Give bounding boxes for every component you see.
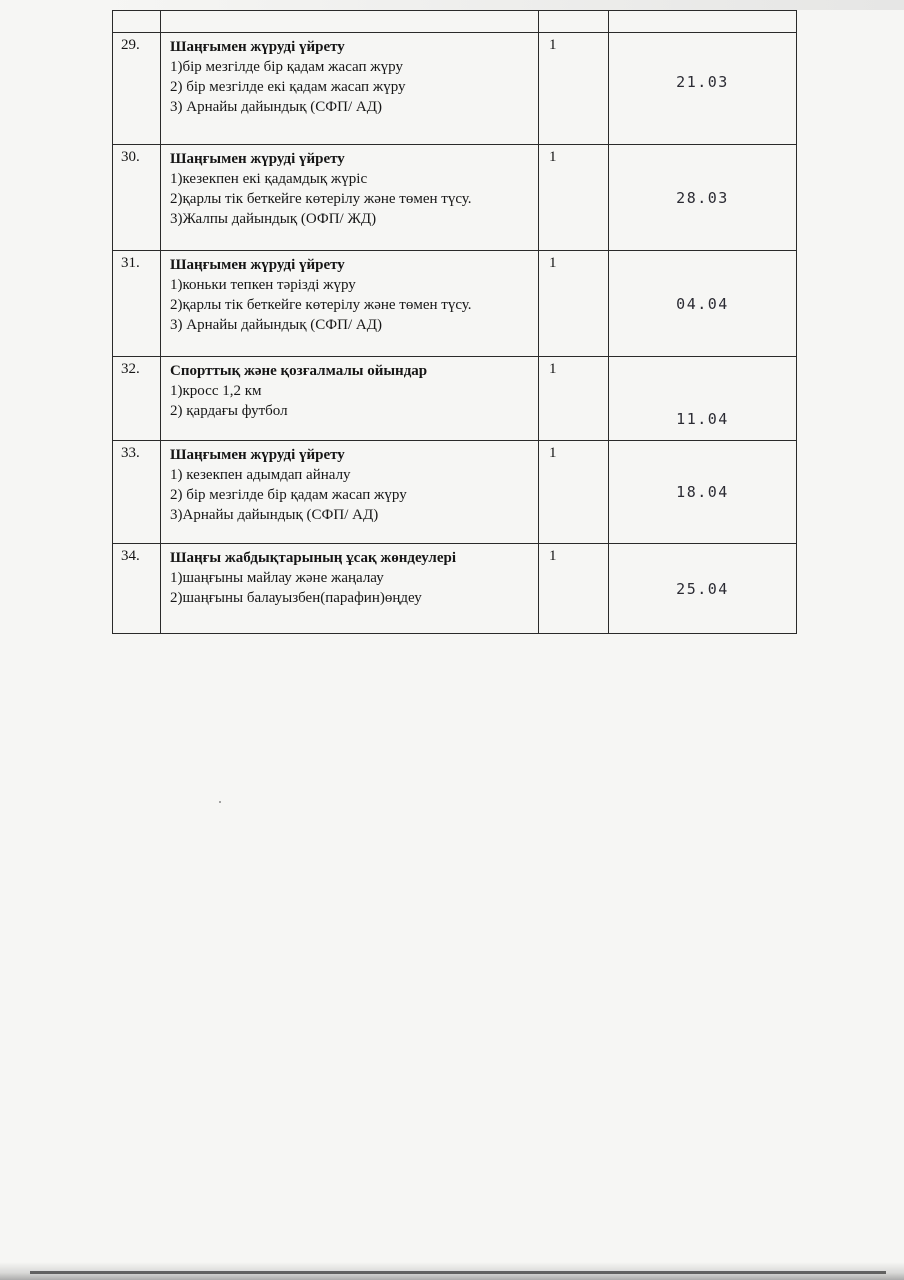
lesson-item: 2)қарлы тік беткейге көтерілу және төмен түсу. xyxy=(170,191,472,207)
lesson-item: 1)кезекпен екі қадамдық жүріс xyxy=(170,171,368,187)
table-row xyxy=(113,544,797,634)
lesson-number: 32. xyxy=(113,357,161,441)
lesson-title: Шаңғы жабдықтарының ұсақ жөндеулері xyxy=(170,550,457,566)
lesson-item: 2)қарлы тік беткейге көтерілу және төмен түсу. xyxy=(170,297,472,313)
lesson-item: 3)Арнайы дайындық (СФП/ АД) xyxy=(170,507,379,523)
scan-bottom-edge xyxy=(0,1262,904,1280)
header-cell-topic xyxy=(161,11,539,33)
lesson-topic xyxy=(161,441,539,544)
lesson-topic xyxy=(161,33,539,145)
lesson-title: Шаңғымен жүруді үйрету xyxy=(170,39,345,55)
lesson-title: Шаңғымен жүруді үйрету xyxy=(170,151,345,167)
table-row xyxy=(113,251,797,357)
table-row xyxy=(113,33,797,145)
header-cell-date xyxy=(609,11,797,33)
lesson-item: 2) бір мезгілде бір қадам жасап жүру xyxy=(170,487,407,503)
lesson-topic xyxy=(161,357,539,441)
header-cell-number xyxy=(113,11,161,33)
lesson-title: Шаңғымен жүруді үйрету xyxy=(170,447,345,463)
lesson-date: 04.04 xyxy=(609,251,797,357)
lesson-hours: 1 xyxy=(539,544,609,634)
lesson-hours: 1 xyxy=(539,251,609,357)
lesson-number: 31. xyxy=(113,251,161,357)
lesson-date: 18.04 xyxy=(609,441,797,544)
lesson-item: 2) қардағы футбол xyxy=(170,403,288,419)
lesson-item: 2) бір мезгілде екі қадам жасап жүру xyxy=(170,79,406,95)
table-row xyxy=(113,357,797,441)
scan-speck xyxy=(219,801,221,803)
lesson-number: 29. xyxy=(113,33,161,145)
lesson-date: 28.03 xyxy=(609,145,797,251)
lesson-date: 11.04 xyxy=(609,357,797,441)
lesson-topic xyxy=(161,251,539,357)
lesson-topic xyxy=(161,145,539,251)
lesson-item: 1) кезекпен адымдап айналу xyxy=(170,467,351,483)
scan-edge-line xyxy=(30,1271,886,1274)
lesson-plan-table xyxy=(112,10,797,634)
lesson-date: 25.04 xyxy=(609,544,797,634)
lesson-date: 21.03 xyxy=(609,33,797,145)
lesson-item: 3) Арнайы дайындық (СФП/ АД) xyxy=(170,99,382,115)
lesson-number: 30. xyxy=(113,145,161,251)
lesson-topic xyxy=(161,544,539,634)
header-cell-hours xyxy=(539,11,609,33)
lesson-hours: 1 xyxy=(539,441,609,544)
scan-top-shadow xyxy=(90,0,904,10)
lesson-item: 1)кросс 1,2 км xyxy=(170,383,262,399)
lesson-title: Спорттық және қозғалмалы ойындар xyxy=(170,363,428,379)
lesson-hours: 1 xyxy=(539,145,609,251)
lesson-item: 1)шаңғыны майлау және жаңалау xyxy=(170,570,384,586)
lesson-title: Шаңғымен жүруді үйрету xyxy=(170,257,345,273)
table-header-row xyxy=(113,11,797,33)
lesson-hours: 1 xyxy=(539,33,609,145)
table-row xyxy=(113,441,797,544)
lesson-item: 3) Арнайы дайындық (СФП/ АД) xyxy=(170,317,382,333)
lesson-item: 3)Жалпы дайындық (ОФП/ ЖД) xyxy=(170,211,377,227)
lesson-item: 1)бір мезгілде бір қадам жасап жүру xyxy=(170,59,403,75)
lesson-hours: 1 xyxy=(539,357,609,441)
lesson-number: 33. xyxy=(113,441,161,544)
table-row xyxy=(113,145,797,251)
lesson-number: 34. xyxy=(113,544,161,634)
lesson-item: 2)шаңғыны балауызбен(парафин)өңдеу xyxy=(170,590,422,606)
lesson-item: 1)коньки тепкен тәрізді жүру xyxy=(170,277,356,293)
